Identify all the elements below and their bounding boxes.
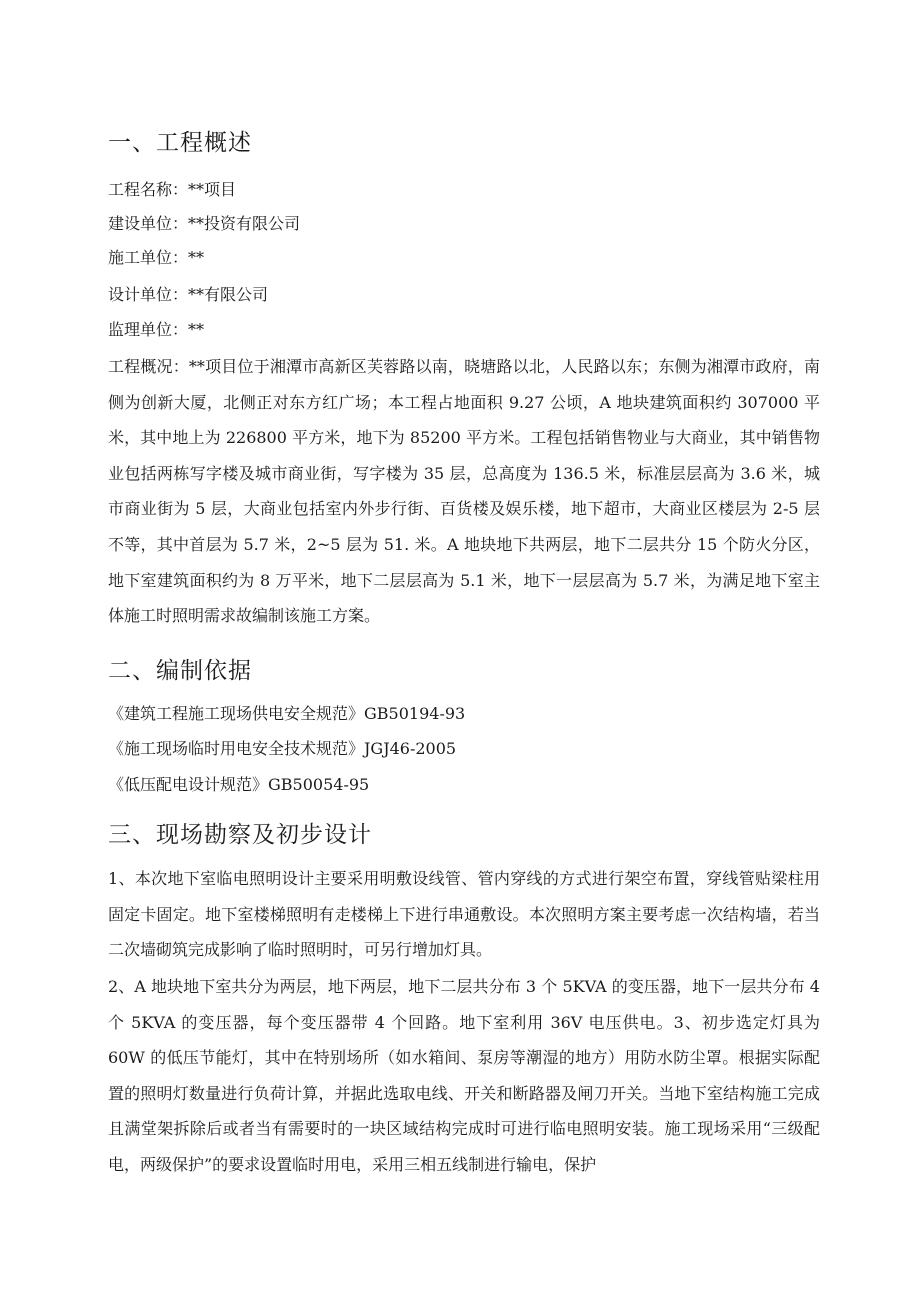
- construction-owner: 建设单位：**投资有限公司: [108, 214, 301, 233]
- design-unit: 设计单位：**有限公司: [108, 285, 269, 304]
- design-paragraph-1: 1、本次地下室临电照明设计主要采用明敷设线管、管内穿线的方式进行架空布置，穿线管贴梁柱用固定卡固定。地下室楼梯照明有走楼梯上下进行串通敷设。本次照明方案主要考虑一次结构墙，若当二次墙砌筑完成影响了临时照明时，可另行增加灯具。: [108, 869, 820, 960]
- section-3-heading: 三、现场勘察及初步设计: [108, 822, 372, 848]
- reference-item: 《低压配电设计规范》GB50054-95: [108, 775, 370, 794]
- supervision-unit: 监理单位：**: [108, 320, 205, 339]
- project-overview-paragraph: 工程概况：**项目位于湘潭市高新区芙蓉路以南，晓塘路以北，人民路以东；东侧为湘潭市政府，南侧为创新大厦，北侧正对东方红广场；本工程占地面积 9.27 公顷，A 地块建筑面积约 307000 平米，其中地上为 226800 平方米，地下为 85200 平方米。工程包括销售物业与大商业，其中销售物业包括两栋写字楼及城市商业街，写字楼为 35 层，总高度为 136.5 米，标准层层高为 3.6 米，城市商业街为 5 层，大商业包括室内外步行街、百货楼及娱乐楼，地下超市，大商业区楼层为 2-5 层不等，其中首层为 5.7 米，2~5 层为 51. 米。A 地块地下共两层，地下二层共分 15 个防火分区，地下室建筑面积约为 8 万平米，地下二层层高为 5.1 米，地下一层层高为 5.7 米，为满足地下室主体施工时照明需求故编制该施工方案。: [108, 357, 820, 626]
- reference-item: 《建筑工程施工现场供电安全规范》GB50194-93: [108, 704, 466, 723]
- project-name: 工程名称：**项目: [108, 180, 237, 199]
- reference-item: 《施工现场临时用电安全技术规范》JGJ46-2005: [108, 739, 457, 758]
- design-paragraph-2: 2、A 地块地下室共分为两层，地下两层，地下二层共分布 3 个 5KVA 的变压器，地下一层共分布 4 个 5KVA 的变压器，每个变压器带 4 个回路。地下室利用 36V 电压供电。3、初步选定灯具为 60W 的低压节能灯，其中在特别场所（如水箱间、泵房等潮湿的地方）用防水防尘罩。根据实际配置的照明灯数量进行负荷计算，并据此选取电线、开关和断路器及闸刀开关。当地下室结构施工完成且满堂架拆除后或者当有需要时的一块区域结构完成时可进行临电照明安装。施工现场采用“三级配电，两级保护”的要求设置临时用电，采用三相五线制进行输电，保护: [108, 977, 820, 1174]
- section-2-heading: 二、编制依据: [108, 658, 252, 684]
- section-1-heading: 一、工程概述: [108, 130, 252, 156]
- contractor: 施工单位：**: [108, 248, 205, 267]
